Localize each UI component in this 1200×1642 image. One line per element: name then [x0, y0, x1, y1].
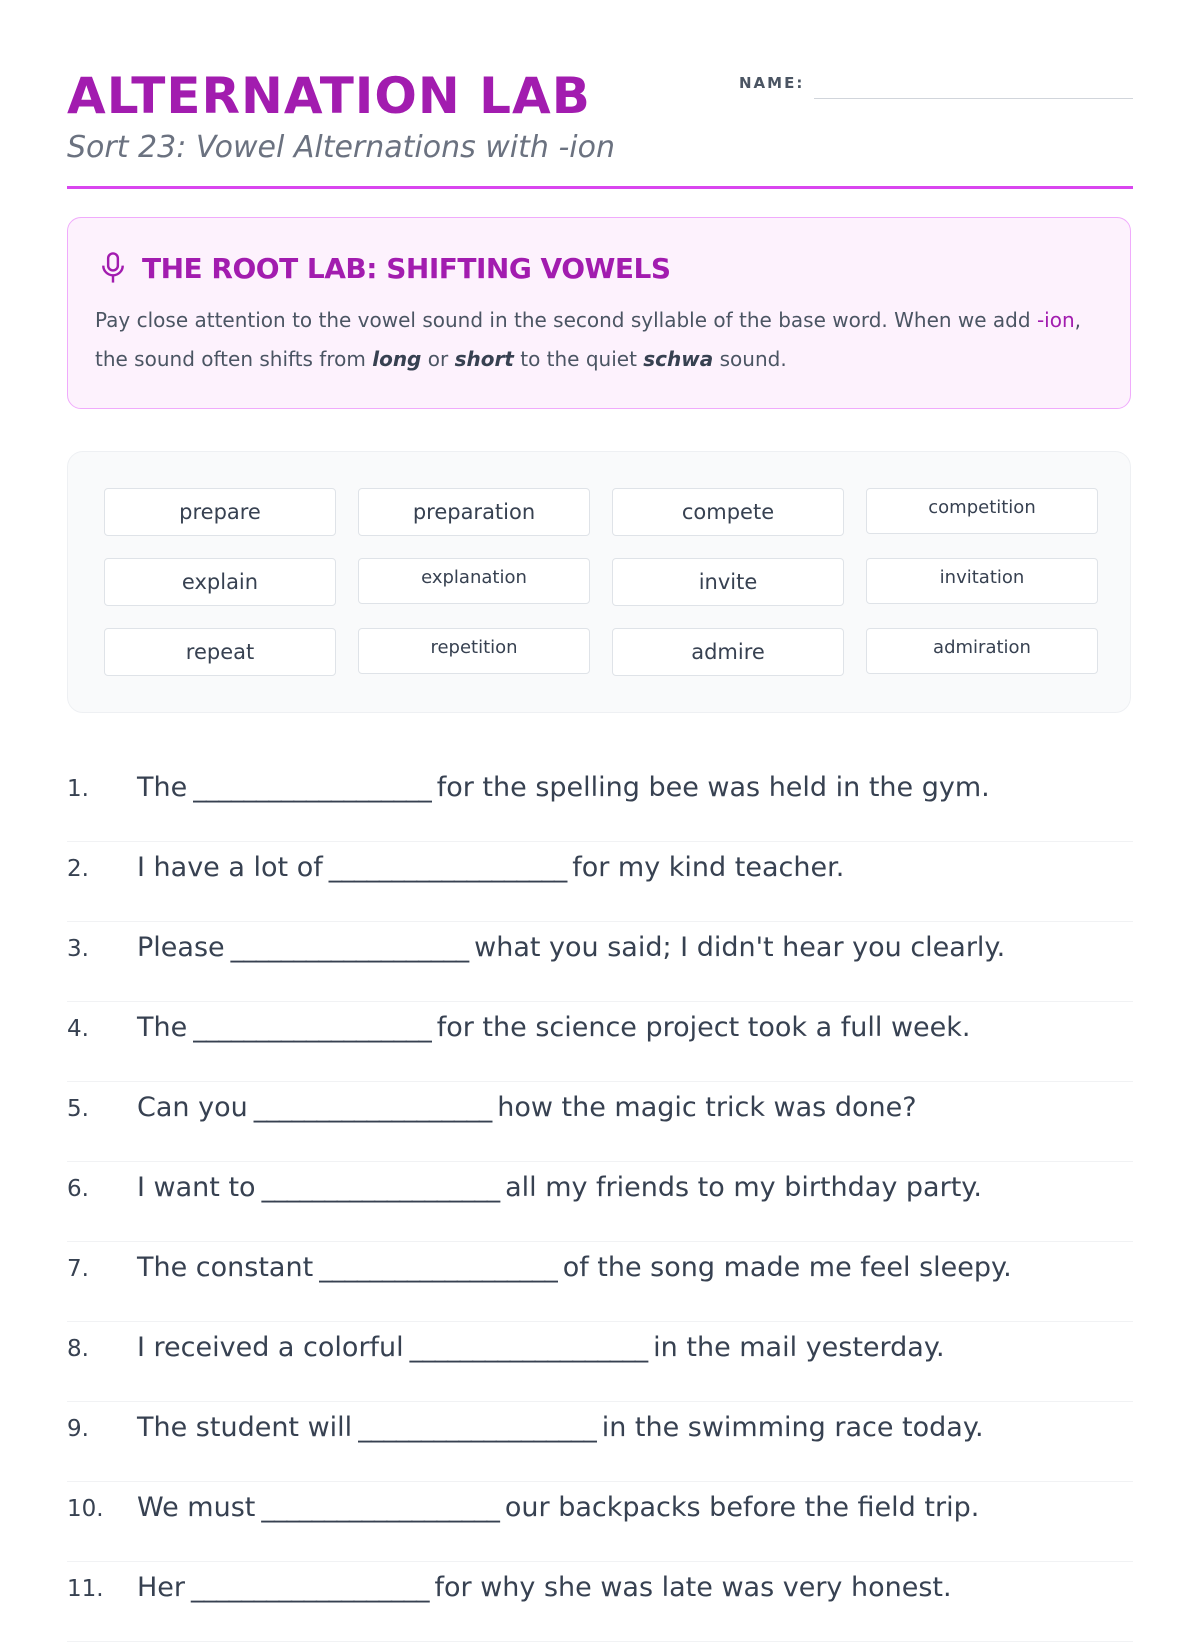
answer-blank[interactable]: ___________________ — [193, 1012, 431, 1043]
answer-blank[interactable]: ___________________ — [409, 1332, 648, 1363]
term-schwa: schwa — [643, 347, 714, 371]
word-card[interactable]: preparation — [358, 488, 590, 536]
word-card[interactable]: invitation — [866, 558, 1098, 604]
word-bank — [67, 451, 1131, 713]
page-title: ALTERNATION LAB — [67, 67, 591, 125]
word-card[interactable]: compete — [612, 488, 844, 536]
answer-blank[interactable]: ___________________ — [261, 1492, 499, 1523]
question-item — [67, 842, 1133, 922]
question-item — [67, 1482, 1133, 1562]
answer-blank[interactable]: ___________________ — [358, 1412, 596, 1443]
question-text: for my kind teacher. — [572, 852, 845, 883]
question-item — [67, 1242, 1133, 1322]
root-lab-header — [98, 248, 671, 288]
question-number: 3. — [67, 936, 89, 962]
question-item — [67, 1002, 1133, 1082]
answer-blank[interactable]: ___________________ — [319, 1252, 557, 1283]
question-text: Please — [137, 932, 225, 963]
question-number: 6. — [67, 1176, 89, 1202]
word-card[interactable]: repeat — [104, 628, 336, 676]
page-subtitle: Sort 23: Vowel Alternations with -ion — [67, 130, 615, 165]
question-number: 1. — [67, 776, 89, 802]
question-number: 8. — [67, 1336, 89, 1362]
instruction-text: Pay close attention to the vowel sound in the second syllable of the base word. When we add — [95, 308, 1037, 332]
worksheet-page — [67, 0, 1133, 1603]
question-text: what you said; I didn't hear you clearly. — [474, 932, 1006, 963]
answer-blank[interactable]: ___________________ — [261, 1172, 500, 1203]
question-text: how the magic trick was done? — [497, 1092, 917, 1123]
suffix-highlight: -ion — [1036, 308, 1075, 332]
word-card[interactable]: explain — [104, 558, 336, 606]
question-item — [67, 1082, 1133, 1162]
question-text: I received a colorful — [137, 1332, 404, 1363]
root-lab-box — [67, 217, 1131, 409]
word-card[interactable]: admiration — [866, 628, 1098, 674]
question-text: The — [137, 772, 188, 803]
answer-blank[interactable]: ___________________ — [253, 1092, 492, 1123]
question-item — [67, 1322, 1133, 1402]
question-number: 9. — [67, 1416, 89, 1442]
question-text: for why she was late was very honest. — [434, 1572, 952, 1603]
header-divider — [67, 186, 1133, 189]
name-label: NAME: — [739, 74, 805, 92]
term-short: short — [454, 347, 514, 371]
instruction-text: to the quiet — [513, 347, 644, 371]
answer-blank[interactable]: ___________________ — [328, 852, 567, 883]
answer-blank[interactable]: ___________________ — [230, 932, 469, 963]
question-text: The student will — [137, 1412, 353, 1443]
instruction-text: , the sound often shifts from — [95, 308, 1081, 371]
instruction-text: sound. — [713, 347, 787, 371]
question-text: Can you — [137, 1092, 248, 1123]
root-lab-title: THE ROOT LAB: SHIFTING VOWELS — [142, 251, 671, 285]
question-item — [67, 1162, 1133, 1242]
question-text: I want to — [137, 1172, 256, 1203]
question-text: in the swimming race today. — [601, 1412, 984, 1443]
question-text: I have a lot of — [137, 852, 323, 883]
question-number: 4. — [67, 1016, 89, 1042]
word-card[interactable]: competition — [866, 488, 1098, 534]
word-card[interactable]: explanation — [358, 558, 590, 604]
question-item — [67, 1402, 1133, 1482]
instruction-text: or — [421, 347, 455, 371]
root-lab-instructions — [95, 301, 1105, 379]
question-number: 2. — [67, 856, 89, 882]
term-long: long — [372, 347, 422, 371]
word-card[interactable]: invite — [612, 558, 844, 606]
word-card[interactable]: admire — [612, 628, 844, 676]
question-text: We must — [137, 1492, 256, 1523]
question-text: Her — [137, 1572, 186, 1603]
question-item — [67, 762, 1133, 842]
question-text: of the song made me feel sleepy. — [562, 1252, 1012, 1283]
question-text: our backpacks before the field trip. — [504, 1492, 980, 1523]
name-field[interactable] — [814, 98, 1133, 99]
question-text: for the science project took a full week. — [436, 1012, 971, 1043]
question-number: 10. — [67, 1496, 104, 1522]
question-text: The — [137, 1012, 188, 1043]
question-text: for the spelling bee was held in the gym. — [436, 772, 990, 803]
word-card[interactable]: repetition — [358, 628, 590, 674]
answer-blank[interactable]: ___________________ — [191, 1572, 429, 1603]
question-text: in the mail yesterday. — [653, 1332, 945, 1363]
word-bank-grid — [104, 488, 1098, 676]
question-number: 11. — [67, 1576, 104, 1602]
question-list — [67, 762, 1133, 1642]
question-text: The constant — [137, 1252, 314, 1283]
word-card[interactable]: prepare — [104, 488, 336, 536]
question-text: all my friends to my birthday party. — [505, 1172, 982, 1203]
answer-blank[interactable]: ___________________ — [193, 772, 431, 803]
microphone-icon — [98, 251, 128, 285]
question-item — [67, 922, 1133, 1002]
question-item — [67, 1562, 1133, 1642]
question-number: 5. — [67, 1096, 89, 1122]
question-number: 7. — [67, 1256, 89, 1282]
